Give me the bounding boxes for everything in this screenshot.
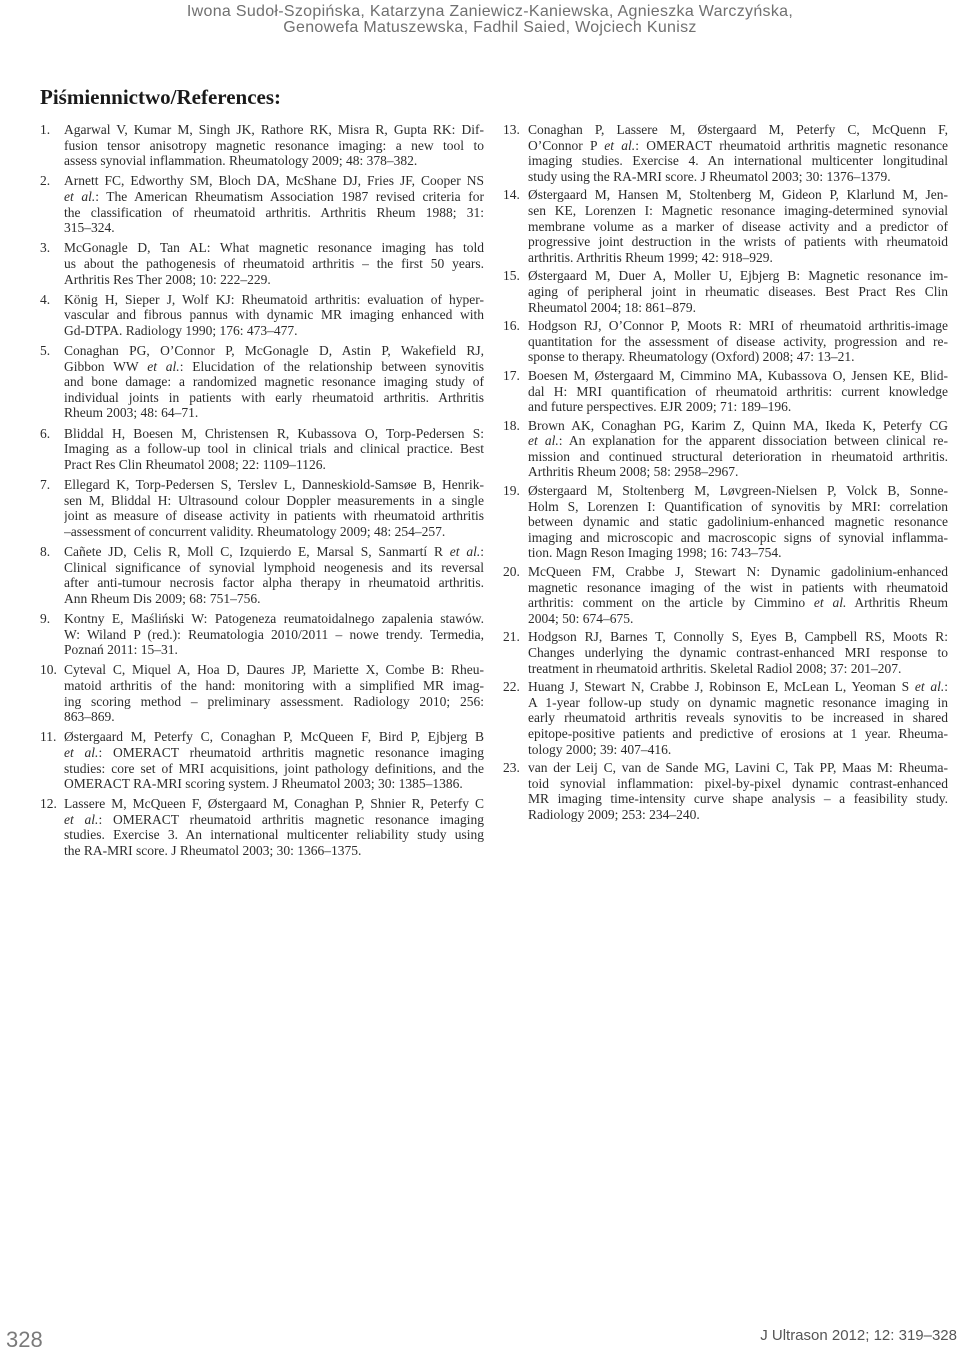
reference-text: [528, 483, 948, 561]
reference-line: Poznań 2011: 15–31.: [64, 642, 178, 658]
reference-line: epitope-positive patients and predictive of erosions at 1 year. Rheuma-: [528, 725, 948, 741]
reference-item: [40, 796, 484, 858]
reference-line: vascular and fibrous pannus with dynamic MR imaging enhanced with: [64, 307, 484, 323]
reference-text: [528, 629, 948, 676]
reference-line: Lassere M, McQueen F, Østergaard M, Conaghan P, Shnier R, Peterfy C: [64, 796, 484, 812]
reference-number: 9.: [40, 610, 51, 626]
reference-line: ing scoring method – preliminary assessment. Radiology 2010; 256:: [64, 693, 484, 709]
reference-line: O’Connor P et al.: OMERACT rheumatoid arthritis magnetic resonance: [528, 137, 948, 153]
reference-line: Kontny E, Maśliński W: Patogeneza reumatoidalnego zapalenia stawów.: [64, 610, 484, 626]
reference-line: 863–869.: [64, 709, 115, 725]
reference-line: tology 2000; 39: 407–416.: [528, 741, 672, 757]
reference-line: and bone damage: a randomized magnetic resonance imaging study of: [64, 374, 484, 390]
reference-line: after anti-tumour necrosis factor alpha therapy in rheumatoid arthritis.: [64, 575, 484, 591]
et-al-italic: et al.: [64, 811, 99, 827]
reference-line: us about the pathogenesis of rheumatoid arthritis – the first 50 years.: [64, 255, 484, 271]
reference-line: –assessment of concurrent validity. Rheumatology 2009; 48: 254–257.: [64, 523, 446, 539]
reference-number: 3.: [40, 240, 51, 256]
reference-line: toid synovial inflammation: pixel-by-pixel dynamic contrast-enhanced: [528, 775, 948, 791]
reference-number: 18.: [503, 417, 520, 433]
reference-line: dal H: MRI quantification of rheumatoid arthritis: current knowledge: [528, 383, 948, 399]
reference-item: [40, 292, 484, 339]
reference-line: Huang J, Stewart N, Crabbe J, Robinson E, McLean L, Yeoman S et al.:: [528, 679, 948, 695]
reference-line: Rheum 2003; 48: 64–71.: [64, 405, 199, 421]
reference-item: [503, 368, 948, 415]
reference-line: McQueen FM, Crabbe J, Stewart N: Dynamic gadolinium-enhanced: [528, 564, 948, 580]
reference-text: [528, 564, 948, 626]
reference-line: Boesen M, Østergaard M, Cimmino MA, Kubassova O, Jensen KE, Blid-: [528, 367, 948, 383]
reference-item: [503, 483, 948, 561]
reference-line: Bliddal H, Boesen M, Christensen R, Kubassova O, Torp-Pedersen S:: [64, 425, 484, 441]
et-al-italic: et al.: [604, 137, 636, 153]
reference-line: Gibbon WW et al.: Elucidation of the relationship between synovitis: [64, 358, 484, 374]
reference-number: 2.: [40, 173, 51, 189]
reference-item: [40, 662, 484, 724]
reference-line: aging of peripheral joint in rheumatic diseases. Best Pract Res Clin: [528, 283, 948, 299]
reference-line: Arthritis Res Ther 2008; 10: 222–229.: [64, 271, 271, 287]
reference-line: tion. Magn Reson Imaging 1998; 16: 743–754.: [528, 545, 782, 561]
reference-item: [40, 343, 484, 421]
reference-number: 20.: [503, 564, 520, 580]
reference-line: sen M, Bliddal H: Ultrasound colour Doppler measurements in a single: [64, 492, 484, 508]
footer-journal-citation: J Ultrason 2012; 12: 319–328: [760, 1327, 957, 1344]
reference-line: and future perspectives. EJR 2009; 71: 189–196.: [528, 399, 792, 415]
reference-line: treatment in rheumatoid arthritis. Skeletal Radiol 2008; 37: 201–207.: [528, 660, 902, 676]
reference-text: [528, 318, 948, 365]
reference-line: Radiology 2009; 253: 234–240.: [528, 806, 700, 822]
reference-number: 7.: [40, 477, 51, 493]
reference-line: Conaghan PG, O’Connor P, McGonagle D, Astin P, Wakefield RJ,: [64, 343, 484, 359]
reference-line: Cañete JD, Celis R, Moll C, Izquierdo E, Marsal S, Sanmartí R et al.:: [64, 544, 484, 559]
reference-text: [64, 662, 484, 724]
reference-text: [528, 187, 948, 265]
reference-text: [528, 418, 948, 480]
reference-item: [40, 544, 484, 606]
reference-text: [64, 343, 484, 421]
reference-number: 6.: [40, 425, 51, 441]
reference-line: the classification of rheumatoid arthritis. Arthritis Rheum 1988; 31:: [64, 204, 484, 220]
reference-item: [503, 318, 948, 365]
reference-line: membrane volume as a marker of disease activity and a predictor of: [528, 218, 948, 234]
reference-item: [40, 477, 484, 539]
reference-line: Rheumatol 2004; 18: 861–879.: [528, 299, 696, 315]
reference-number: 19.: [503, 483, 520, 499]
reference-line: arthritis. Arthritis Rheum 1999; 42: 918–929.: [528, 249, 773, 265]
et-al-italic: et al.: [147, 358, 180, 374]
reference-item: [503, 187, 948, 265]
et-al-italic: et al.: [64, 744, 99, 760]
reference-number: 23.: [503, 760, 520, 776]
reference-line: quantitation for the assessment of disease activity, progression and re-: [528, 333, 948, 349]
reference-number: 21.: [503, 629, 520, 645]
reference-line: Ann Rheum Dis 2009; 68: 751–756.: [64, 590, 261, 606]
reference-line: van der Leij C, van de Sande MG, Lavini C, Tak PP, Maas M: Rheuma-: [528, 760, 948, 776]
reference-line: Ellegard K, Torp-Pedersen S, Terslev L, Danneskiold-Samsøe B, Henrik-: [64, 477, 484, 493]
et-al-italic: et al.: [528, 433, 559, 449]
reference-number: 13.: [503, 122, 520, 137]
reference-text: [64, 611, 484, 658]
reference-line: et al.: An explanation for the apparent dissociation between clinical re-: [528, 433, 948, 449]
reference-item: [40, 729, 484, 791]
reference-item: [503, 679, 948, 757]
reference-number: 5.: [40, 343, 51, 359]
reference-line: Pract Res Clin Rheumatol 2008; 22: 1109–1126.: [64, 456, 326, 472]
running-header: [20, 4, 960, 36]
reference-number: 8.: [40, 544, 51, 559]
reference-line: A 1-year follow-up study on dynamic magnetic resonance imaging in: [528, 694, 948, 710]
reference-line: Arthritis Rheum 2008; 58: 2958–2967.: [528, 464, 739, 480]
reference-text: [64, 122, 484, 169]
reference-number: 11.: [40, 729, 57, 745]
reference-line: Østergaard M, Peterfy C, Conaghan P, McQueen F, Bird P, Ejbjerg B: [64, 729, 484, 745]
reference-number: 10.: [40, 662, 57, 678]
reference-item: [40, 122, 484, 169]
reference-item: [40, 240, 484, 287]
reference-line: Imaging as a follow-up tool in clinical trials and clinical practice. Best: [64, 441, 484, 457]
references-right-column: [503, 122, 948, 826]
reference-line: Changes underlying the dynamic contrast-enhanced MRI response to: [528, 645, 948, 660]
reference-number: 16.: [503, 318, 520, 334]
reference-line: magnetic resonance imaging of the wist in patients with rheumatoid: [528, 579, 948, 595]
reference-item: [40, 173, 484, 235]
reference-line: imaging studies. Exercise 4. An international multicenter longitudinal: [528, 153, 948, 169]
reference-line: König H, Sieper J, Wolf KJ: Rheumatoid arthritis: evaluation of hyper-: [64, 291, 484, 307]
et-al-italic: et al.: [914, 679, 945, 695]
reference-line: W: Wiland P (red.): Reumatologia 2010/2011 – nowe trendy. Termedia,: [64, 626, 484, 642]
reference-line: Agarwal V, Kumar M, Singh JK, Rathore RK, Misra R, Gupta RK: Dif-: [64, 122, 484, 137]
reference-line: arthritis: comment on the article by Cimmino et al. Arthritis Rheum: [528, 595, 948, 611]
reference-line: individual joints in patients with early rheumatoid arthritis. Arthritis: [64, 389, 484, 405]
reference-text: [528, 760, 948, 822]
reference-item: [503, 629, 948, 676]
reference-text: [528, 368, 948, 415]
reference-line: Østergaard M, Hansen M, Stoltenberg M, Gideon P, Klarlund M, Jen-: [528, 187, 948, 203]
reference-number: 1.: [40, 122, 51, 137]
reference-line: et al.: OMERACT rheumatoid arthritis magnetic resonance imaging: [64, 811, 484, 827]
et-al-italic: et al.: [813, 595, 847, 611]
reference-line: 2004; 50: 674–675.: [528, 610, 634, 626]
reference-text: [64, 729, 484, 791]
references-heading: Piśmiennictwo/References:: [40, 85, 282, 109]
reference-text: [528, 122, 948, 184]
reference-line: Holm S, Lorenzen I: Quantification of synovitis by MRI: correlation: [528, 498, 948, 514]
reference-line: Hodgson RJ, Barnes T, Connolly S, Eyes B, Campbell RS, Moots R:: [528, 629, 948, 645]
reference-line: study using the RA-MRI score. J Rheumatol 2003; 30: 1376–1379.: [528, 168, 891, 184]
reference-line: fusion tensor anisotropy magnetic resonance imaging: a new tool to: [64, 137, 484, 153]
reference-line: et al.: The American Rheumatism Association 1987 revised criteria for: [64, 188, 484, 204]
reference-line: Gd-DTPA. Radiology 1990; 176: 473–477.: [64, 322, 298, 338]
reference-line: Clinical significance of synovial lymphoid neogenesis and its reversal: [64, 559, 484, 575]
reference-line: between dynamic and static gadolinium-enhanced magnetic resonance: [528, 514, 948, 530]
reference-text: [64, 426, 484, 473]
reference-line: Østergaard M, Stoltenberg M, Løvgreen-Nielsen P, Volck B, Sonne-: [528, 483, 948, 499]
footer-page-number: 328: [6, 1327, 43, 1352]
reference-line: Hodgson RJ, O’Connor P, Moots R: MRI of rheumatoid arthritis-image: [528, 318, 948, 334]
reference-line: Østergaard M, Duer A, Moller U, Ejbjerg B: Magnetic resonance im-: [528, 268, 948, 284]
reference-text: [528, 268, 948, 315]
reference-number: 17.: [503, 367, 520, 383]
reference-item: [503, 564, 948, 626]
reference-line: mission and continued structural deterioration in rheumatoid arthritis.: [528, 448, 948, 464]
reference-line: joint as measure of disease activity in patients with rheumatoid arthritis: [64, 508, 484, 524]
reference-line: Arnett FC, Edworthy SM, Bloch DA, McShane DJ, Fries JF, Cooper NS: [64, 173, 484, 189]
reference-line: sponse to therapy. Rheumatology (Oxford) 2008; 47: 13–21.: [528, 349, 855, 365]
reference-line: assess synovial inflammation. Rheumatology 2009; 48: 378–382.: [64, 153, 418, 169]
reference-line: the RA-MRI score. J Rheumatol 2003; 30: 1366–1375.: [64, 843, 362, 859]
reference-line: Conaghan P, Lassere M, Østergaard M, Peterfy C, McQuenn F,: [528, 122, 948, 137]
reference-line: early rheumatoid arthritis reveals synovitis to be increased in shared: [528, 710, 948, 726]
header-authors-line-2: Genowefa Matuszewska, Fadhil Saied, Wojciech Kunisz: [283, 19, 697, 36]
reference-text: [64, 173, 484, 235]
reference-line: MR imaging time-intensity curve shape analysis – a feasibility study.: [528, 791, 948, 807]
reference-text: [64, 544, 484, 606]
reference-number: 15.: [503, 268, 520, 284]
reference-line: et al.: OMERACT rheumatoid arthritis magnetic resonance imaging: [64, 744, 484, 760]
reference-item: [40, 426, 484, 473]
et-al-italic: et al.: [64, 188, 96, 204]
reference-number: 12.: [40, 796, 57, 812]
reference-item: [40, 611, 484, 658]
references-left-column: [40, 122, 484, 863]
header-authors-line-1: Iwona Sudoł-Szopińska, Katarzyna Zaniewicz-Kaniewska, Agnieszka Warczyńska,: [186, 3, 794, 20]
reference-line: studies: core set of MRI acquisitions, joint pathology definitions, and the: [64, 760, 484, 776]
reference-item: [503, 760, 948, 822]
reference-line: McGonagle D, Tan AL: What magnetic resonance imaging has told: [64, 240, 484, 256]
reference-line: OMERACT RA-MRI scoring system. J Rheumatol 2003; 30: 1385–1386.: [64, 776, 463, 792]
reference-number: 4.: [40, 291, 51, 307]
reference-text: [528, 679, 948, 757]
reference-number: 22.: [503, 679, 520, 695]
reference-line: imaging and microscopic and macroscopic signs of synovial inflamma-: [528, 529, 948, 545]
reference-item: [503, 268, 948, 315]
reference-line: 315–324.: [64, 220, 115, 236]
reference-line: matoid arthritis of the hand: monitoring with a simplified MR imag-: [64, 677, 484, 693]
reference-line: Cyteval C, Miquel A, Hoa D, Daures JP, Mariette X, Combe B: Rheu-: [64, 662, 484, 678]
reference-item: [503, 418, 948, 480]
reference-text: [64, 477, 484, 539]
reference-item: [503, 122, 948, 184]
reference-line: studies. Exercise 3. An international multicenter reliability study using: [64, 827, 484, 843]
et-al-italic: et al.: [449, 544, 481, 559]
reference-line: sen KE, Lorenzen I: Magnetic resonance imaging-determined synovial: [528, 202, 948, 218]
reference-text: [64, 240, 484, 287]
reference-text: [64, 796, 484, 858]
reference-line: progressive joint destruction in the wrists of patients with rheumatoid: [528, 234, 948, 250]
reference-text: [64, 292, 484, 339]
reference-number: 14.: [503, 187, 520, 203]
reference-line: Brown AK, Conaghan PG, Karim Z, Quinn MA, Ikeda K, Peterfy CG: [528, 417, 948, 433]
